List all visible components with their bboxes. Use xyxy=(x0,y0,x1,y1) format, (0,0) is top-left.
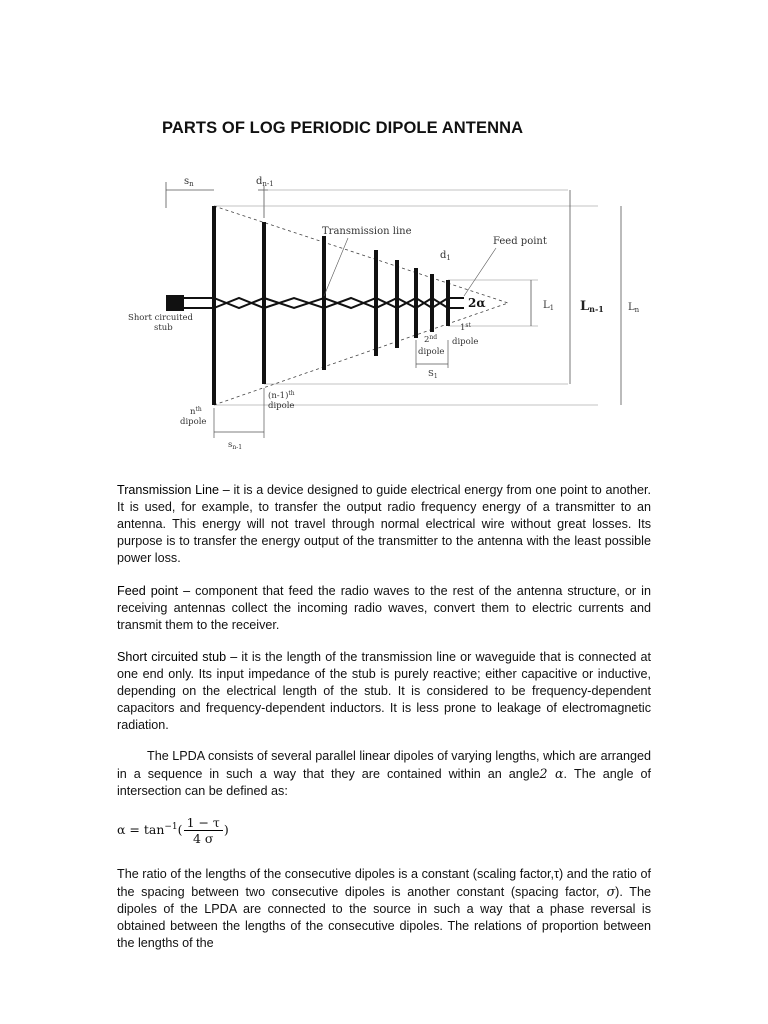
sn1-dimension xyxy=(214,388,264,438)
ratio-text3: ). The dipoles of the LPDA are connected to the source in such a way that a phase reversal is obtained between the lengths of the consecutive dipoles. The relations of proportion between the lengths of the xyxy=(117,885,651,950)
dn1-label: $d_{n-1}$ xyxy=(256,176,274,188)
first-dipole-label: 1st xyxy=(460,322,471,333)
sn-label: $s_n$ xyxy=(184,176,194,188)
n1-dipole-label: $(n-1)^{th}$ xyxy=(268,390,295,401)
angle-formula xyxy=(117,815,229,846)
lpda-angle: 2 α xyxy=(539,766,564,781)
page-title: PARTS OF LOG PERIODIC DIPOLE ANTENNA xyxy=(162,119,524,137)
short-stub-term: Short circuited stub – xyxy=(117,650,238,664)
formula-numerator: 1 − τ xyxy=(184,815,223,831)
short-stub-paragraph xyxy=(117,649,651,734)
short-stub-label-1: Short circuited xyxy=(128,313,193,323)
formula-denominator: 4 σ xyxy=(192,831,214,846)
two-alpha-label: 2α xyxy=(468,296,486,310)
extension-lines xyxy=(214,190,598,405)
s1-label: $S_1$ xyxy=(428,369,438,380)
Ln1-label: Ln-1 xyxy=(580,299,604,314)
Ln-label: $L_n$ xyxy=(628,302,640,314)
ratio-paragraph xyxy=(117,866,651,952)
transmission-line-text: it is a device designed to guide electrical energy from one point to another. It is used, for example, to transfer the output radio frequency energy of a transmitter to an antenna. This energy will not travel through normal electrical wire without great losses. Its purpose is to transfer the energy output of the transmitter to the antenna with the least possible power loss. xyxy=(117,483,651,565)
first-dipole-word: dipole xyxy=(452,337,479,347)
d1-label: $d_1$ xyxy=(440,250,451,262)
short-circuited-stub xyxy=(166,295,184,311)
sn1-label: $s_{n-1}$ xyxy=(228,440,243,451)
ratio-text2: ) and the ratio of the spacing between two consecutive dipoles is another constant (spacing factor, xyxy=(117,867,651,899)
feed-point-paragraph xyxy=(117,583,651,634)
formula-sup: −1 xyxy=(164,821,178,832)
short-stub-label-2: stub xyxy=(154,323,173,333)
feed-point-label: Feed point xyxy=(493,236,547,247)
feed-point-term: Feed point – xyxy=(117,584,191,598)
lpda-paragraph xyxy=(117,748,651,800)
second-dipole-label: 2nd xyxy=(424,334,438,345)
nth-dipole-word: dipole xyxy=(180,417,207,427)
transmission-line-paragraph xyxy=(117,482,651,567)
lpda-text2: . The angle of intersection can be defined as: xyxy=(117,767,651,798)
lpda-text: The LPDA consists of several parallel linear dipoles of varying lengths, which are arranged in a sequence in such a way that they are contained within an angle xyxy=(117,749,651,781)
n1-dipole-word: dipole xyxy=(268,401,295,411)
ratio-sigma: σ xyxy=(599,884,616,899)
formula-fraction xyxy=(184,815,223,846)
formula-close: ) xyxy=(223,822,229,837)
ratio-text1: The ratio of the lengths of the consecutive dipoles is a constant (scaling factor, xyxy=(117,867,555,881)
transmission-line-term: Transmission Line – xyxy=(117,483,230,497)
lpda-diagram xyxy=(118,168,640,451)
second-dipole-word: dipole xyxy=(418,347,445,357)
ratio-tau: τ xyxy=(554,867,560,881)
formula-lhs: α = tan xyxy=(117,822,165,837)
formula-open: ( xyxy=(177,822,183,837)
dn1-dimension xyxy=(258,186,268,218)
feed-point-text: component that feed the radio waves to the rest of the antenna structure, or in receiving antennas collect the incoming radio waves, convert them to electric currents and transmit them to the receiver. xyxy=(117,584,651,632)
transmission-line-label: Transmission line xyxy=(322,226,412,237)
short-stub-text: it is the length of the transmission line or waveguide that is connected at one end only. Its input impedance of the stub is purely reactive; either capacitive or inductive, depending on the electrical length of the stub. It is considered to be frequency-dependent capacitors and frequency-dependent inductors. It is less prone to leakage of electromagnetic radiation. xyxy=(117,650,651,732)
nth-dipole-label: $n^{th}$ xyxy=(190,406,202,417)
length-dimensions xyxy=(531,190,621,405)
L1-label: $L_1$ xyxy=(543,300,555,312)
